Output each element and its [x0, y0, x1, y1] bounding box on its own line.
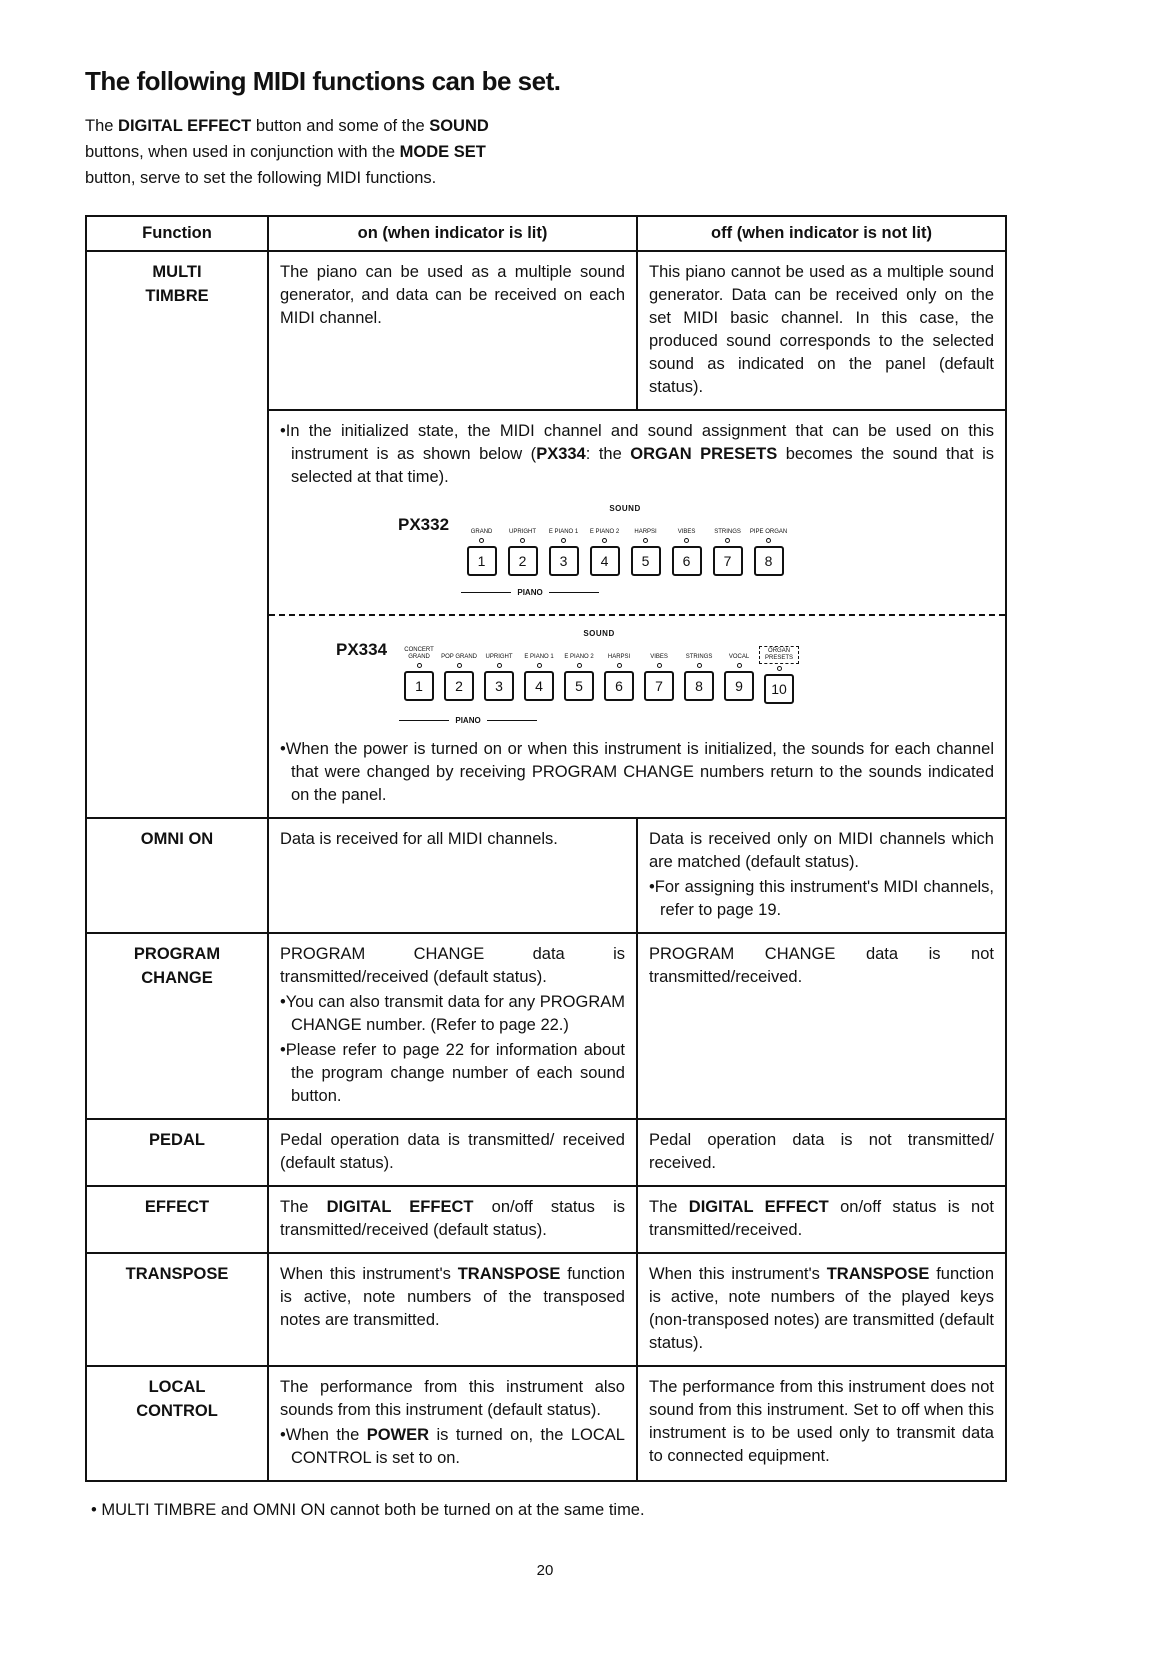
led-indicator-icon — [577, 663, 582, 668]
sound-button-label: STRINGS — [685, 654, 713, 660]
footnote: • MULTI TIMBRE and OMNI ON cannot both be turned on at the same time. — [91, 1501, 645, 1519]
led-indicator-icon — [697, 663, 702, 668]
bracket-line — [487, 720, 537, 721]
multi-timbre-on-cell — [268, 251, 637, 410]
multi-timbre-off-text: This piano cannot be used as a multiple sound generator. Data can be received only on the set MIDI basic channel. In this case, the produced sound corresponds to the selected sound as indicated on the panel (default status). — [649, 263, 994, 396]
px334-diagram — [336, 622, 994, 732]
function-label-effect: EFFECT — [86, 1186, 268, 1253]
bracket-line — [461, 592, 511, 593]
px332-sound-group-label: SOUND — [609, 504, 641, 513]
multi-timbre-notes-cell — [268, 410, 1006, 818]
sound-button-6[interactable]: 6 — [672, 546, 702, 576]
sound-button-label: E PIANO 2 — [564, 654, 594, 660]
led-indicator-icon — [497, 663, 502, 668]
px332-model-label: PX332 — [398, 515, 450, 534]
digital-effect-term: DIGITAL EFFECT — [688, 1198, 829, 1216]
sound-button-unit — [399, 646, 439, 704]
sound-button-label: VIBES — [650, 654, 668, 660]
program-change-off-cell: PROGRAM CHANGE data is not transmitted/received. — [637, 933, 1006, 1119]
table-row-program-change — [86, 933, 1006, 1119]
function-label-local-control: LOCAL CONTROL — [86, 1366, 268, 1481]
function-label-omni-on: OMNI ON — [86, 818, 268, 933]
effect-off-cell: The DIGITAL EFFECT on/off status is not transmitted/received. — [637, 1186, 1006, 1253]
sound-button-2[interactable]: 2 — [444, 671, 474, 701]
sound-button-3[interactable]: 3 — [484, 671, 514, 701]
digital-effect-term: DIGITAL EFFECT — [326, 1198, 474, 1216]
led-indicator-icon — [561, 538, 566, 543]
power-term: POWER — [366, 1426, 430, 1444]
intro-paragraph: The DIGITAL EFFECT button and some of the SOUND buttons, when used in conjunction with the MODE SET button, serve to set the following MIDI functions. — [85, 117, 489, 187]
px334-panel — [399, 622, 799, 732]
transpose-term: TRANSPOSE — [826, 1265, 930, 1283]
sound-button-10[interactable]: 10 — [764, 674, 794, 704]
bracket-line — [549, 592, 599, 593]
local-control-on-cell: The performance from this instrument also sounds from this instrument (default status). •When the POWER is turned on, the LOCAL CONTROL is set to on. — [268, 1366, 637, 1481]
sound-button-label: VOCAL — [728, 654, 750, 660]
sound-button-label: POP GRAND — [441, 654, 477, 660]
px334-sound-group-label: SOUND — [583, 629, 615, 638]
multi-timbre-note-2: •When the power is turned on or when this instrument is initialized, the sounds for each channel that were changed by receiving PROGRAM CHANGE numbers return to the sounds indicated on the panel. — [280, 740, 994, 804]
table-row-omni-on — [86, 818, 1006, 933]
mode-set-term: MODE SET — [399, 143, 486, 161]
led-indicator-icon — [479, 538, 484, 543]
dashed-separator — [269, 614, 1005, 616]
page-number: 20 — [536, 1562, 554, 1579]
sound-button-label: E PIANO 2 — [589, 529, 620, 535]
px332-panel — [461, 497, 789, 604]
sound-button-unit — [759, 646, 799, 704]
led-indicator-icon — [520, 538, 525, 543]
table-row-effect — [86, 1186, 1006, 1253]
led-indicator-icon — [766, 538, 771, 543]
pedal-on-cell: Pedal operation data is transmitted/ received (default status). — [268, 1119, 637, 1186]
sound-button-unit — [584, 521, 625, 576]
local-control-off-cell: The performance from this instrument does not sound from this instrument. Set to off when this instrument is to be used only to transmit data to connected equipment. — [637, 1366, 1006, 1481]
table-row-transpose — [86, 1253, 1006, 1366]
sound-button-unit — [639, 646, 679, 704]
transpose-on-cell: When this instrument's TRANSPOSE function is active, note numbers of the transposed notes are transmitted. — [268, 1253, 637, 1366]
sound-button-label: STRINGS — [714, 529, 741, 535]
sound-button-8[interactable]: 8 — [684, 671, 714, 701]
sound-button-label: CONCERT GRAND — [404, 647, 434, 660]
sound-button-unit — [625, 521, 666, 576]
led-indicator-icon — [725, 538, 730, 543]
led-indicator-icon — [457, 663, 462, 668]
sound-button-1[interactable]: 1 — [404, 671, 434, 701]
sound-button-unit — [479, 646, 519, 704]
led-indicator-icon — [657, 663, 662, 668]
sound-term: SOUND — [429, 117, 489, 135]
px332-diagram — [398, 497, 994, 604]
transpose-term: TRANSPOSE — [457, 1265, 561, 1283]
sound-button-2[interactable]: 2 — [508, 546, 538, 576]
header-on: on (when indicator is lit) — [268, 216, 637, 251]
led-indicator-icon — [737, 663, 742, 668]
function-label-transpose: TRANSPOSE — [86, 1253, 268, 1366]
sound-button-label: GRAND — [470, 529, 493, 535]
sound-button-9[interactable]: 9 — [724, 671, 754, 701]
led-indicator-icon — [602, 538, 607, 543]
sound-button-label: HARPSI — [634, 529, 657, 535]
px334-piano-bracket — [399, 709, 537, 732]
table-row-pedal — [86, 1119, 1006, 1186]
sound-button-5[interactable]: 5 — [564, 671, 594, 701]
sound-button-unit — [707, 521, 748, 576]
sound-button-label: UPRIGHT — [509, 529, 537, 535]
table-row-multi-timbre — [86, 251, 1006, 410]
sound-button-unit — [679, 646, 719, 704]
sound-button-unit — [519, 646, 559, 704]
sound-button-unit — [748, 521, 789, 576]
px334-button-row — [399, 646, 799, 704]
omni-on-on-cell: Data is received for all MIDI channels. — [268, 818, 637, 933]
sound-button-unit — [599, 646, 639, 704]
sound-button-4[interactable]: 4 — [590, 546, 620, 576]
piano-group-label: PIANO — [455, 716, 481, 725]
led-indicator-icon — [684, 538, 689, 543]
sound-button-5[interactable]: 5 — [631, 546, 661, 576]
omni-on-off-cell: Data is received only on MIDI channels which are matched (default status). •For assigning this instrument's MIDI channels, refer to page 19. — [637, 818, 1006, 933]
table-row-local-control — [86, 1366, 1006, 1481]
sound-button-label: HARPSI — [607, 654, 631, 660]
sound-button-7[interactable]: 7 — [713, 546, 743, 576]
sound-button-label-organ-presets: ORGAN PRESETS — [759, 646, 799, 664]
sound-button-unit — [543, 521, 584, 576]
px334-term: PX334 — [536, 445, 586, 463]
sound-button-unit — [559, 646, 599, 704]
program-change-on-cell: PROGRAM CHANGE data is transmitted/received (default status). •You can also transmit data for any PROGRAM CHANGE number. (Refer to page 22.) •Please refer to page 22 for information about the program change number of each sound button. — [268, 933, 637, 1119]
function-label-program-change: PROGRAM CHANGE — [86, 933, 268, 1119]
multi-timbre-note-1: •In the initialized state, the MIDI channel and sound assignment that can be used on this instrument is as shown below (PX334: the ORGAN PRESETS becomes the sound that is selected at that time). — [280, 422, 994, 486]
function-label-pedal: PEDAL — [86, 1119, 268, 1186]
led-indicator-icon — [643, 538, 648, 543]
midi-functions-table — [85, 215, 1007, 1482]
effect-on-cell: The DIGITAL EFFECT on/off status is transmitted/received (default status). — [268, 1186, 637, 1253]
sound-button-unit — [439, 646, 479, 704]
sound-button-6[interactable]: 6 — [604, 671, 634, 701]
multi-timbre-off-cell — [637, 251, 1006, 410]
organ-presets-term: ORGAN PRESETS — [630, 445, 778, 463]
sound-button-unit — [666, 521, 707, 576]
header-off: off (when indicator is not lit) — [637, 216, 1006, 251]
px334-model-label: PX334 — [336, 640, 388, 659]
sound-button-label: VIBES — [677, 529, 696, 535]
led-indicator-icon — [537, 663, 542, 668]
sound-button-label: E PIANO 1 — [524, 654, 554, 660]
intro-text: The — [85, 117, 119, 135]
sound-button-label: PIPE ORGAN — [749, 529, 788, 535]
pedal-off-cell: Pedal operation data is not transmitted/ received. — [637, 1119, 1006, 1186]
sound-button-4[interactable]: 4 — [524, 671, 554, 701]
sound-button-label: UPRIGHT — [485, 654, 513, 660]
multi-timbre-on-text: The piano can be used as a multiple sound generator, and data can be received on each MIDI channel. — [280, 263, 625, 327]
px332-piano-bracket — [461, 581, 599, 604]
sound-button-8[interactable]: 8 — [754, 546, 784, 576]
sound-button-1[interactable]: 1 — [467, 546, 497, 576]
page-title: The following MIDI functions can be set. — [85, 66, 561, 96]
sound-button-label: E PIANO 1 — [548, 529, 579, 535]
led-indicator-icon — [417, 663, 422, 668]
sound-button-unit — [502, 521, 543, 576]
header-function: Function — [86, 216, 268, 251]
led-indicator-icon — [617, 663, 622, 668]
sound-button-3[interactable]: 3 — [549, 546, 579, 576]
transpose-off-cell: When this instrument's TRANSPOSE function is active, note numbers of the played keys (non-transposed notes) are transmitted (default status). — [637, 1253, 1006, 1366]
bracket-line — [399, 720, 449, 721]
piano-group-label: PIANO — [517, 588, 543, 597]
sound-button-unit — [719, 646, 759, 704]
px332-button-row — [461, 521, 789, 576]
function-label-multi-timbre: MULTI TIMBRE — [86, 251, 268, 818]
sound-button-unit — [461, 521, 502, 576]
table-header-row — [86, 216, 1006, 251]
sound-button-7[interactable]: 7 — [644, 671, 674, 701]
led-indicator-icon — [777, 666, 782, 671]
digital-effect-term: DIGITAL EFFECT — [118, 117, 252, 135]
